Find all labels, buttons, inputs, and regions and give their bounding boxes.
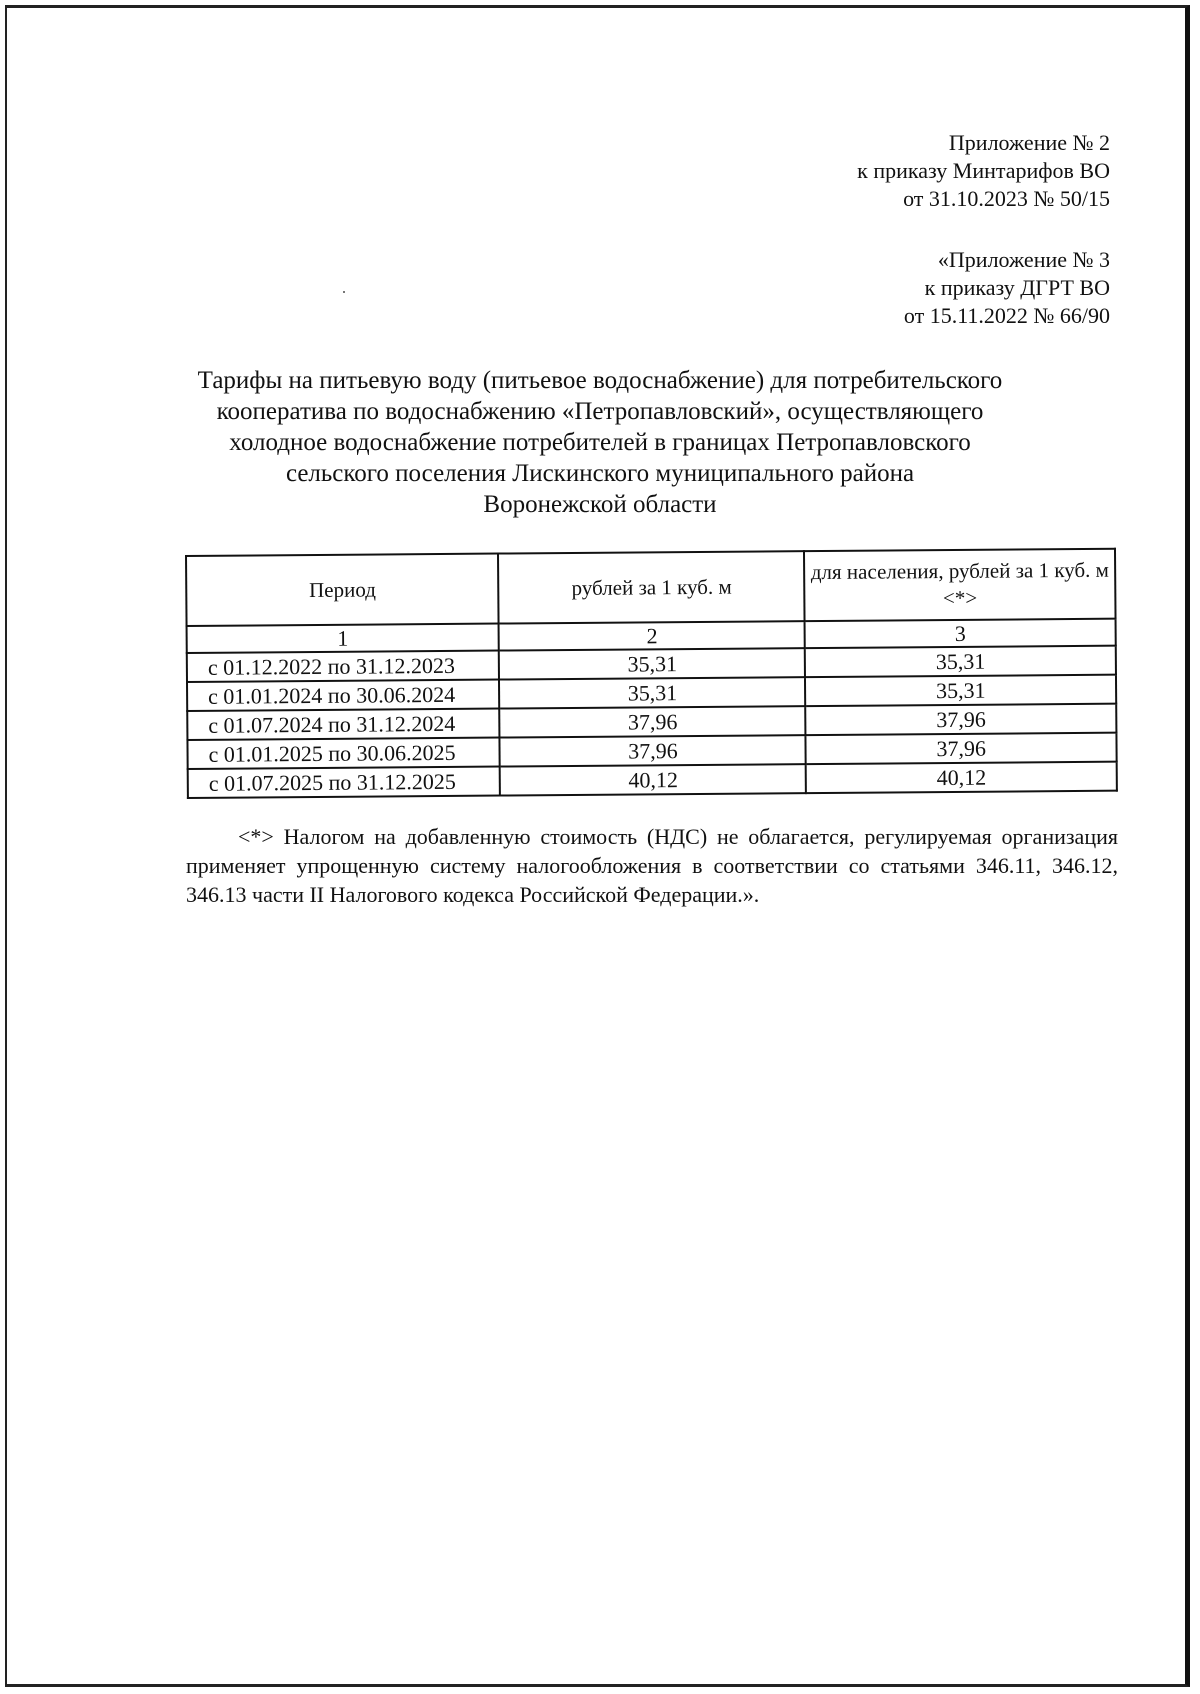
- title-line: сельского поселения Лискинского муниципального района: [285, 460, 915, 487]
- column-number: 1: [187, 624, 500, 653]
- previous-appendix-number: «Приложение № 3: [937, 247, 1110, 272]
- previous-appendix-date: от 15.11.2022 № 66/90: [903, 303, 1110, 328]
- title-line: Тарифы на питьевую воду (питьевое водоснабжение) для потребительского: [197, 367, 1003, 394]
- appendix-number: Приложение № 2: [948, 130, 1110, 155]
- column-number: 2: [499, 621, 805, 650]
- table-row: [188, 762, 1117, 798]
- period-cell: с 01.07.2024 по 31.12.2024: [187, 709, 500, 740]
- scan-speck: [343, 291, 345, 293]
- price-cell: 35,31: [499, 677, 805, 708]
- price-population-cell: 40,12: [806, 762, 1117, 793]
- period-cell: с 01.01.2025 по 30.06.2025: [187, 738, 500, 769]
- appendix-reference: [857, 129, 1110, 213]
- price-cell: 35,31: [499, 648, 805, 679]
- header-price-population: для населения, рублей за 1 куб. м <*>: [804, 549, 1115, 621]
- period-cell: с 01.12.2022 по 31.12.2023: [187, 651, 500, 682]
- previous-appendix-order: к приказу ДГРТ ВО: [924, 275, 1110, 300]
- title-line: Воронежской области: [483, 491, 717, 518]
- price-cell: 40,12: [500, 764, 806, 795]
- price-population-cell: 37,96: [806, 704, 1117, 735]
- price-population-cell: 37,96: [806, 733, 1117, 764]
- document-title: [150, 365, 1050, 520]
- previous-appendix-reference: [904, 246, 1110, 330]
- column-number: 3: [805, 619, 1116, 648]
- period-cell: с 01.07.2025 по 31.12.2025: [188, 767, 501, 798]
- header-price: рублей за 1 куб. м: [498, 551, 805, 623]
- tariff-table: [185, 548, 1118, 799]
- price-population-cell: 35,31: [805, 646, 1116, 677]
- price-population-cell: 35,31: [805, 675, 1116, 706]
- header-period: Период: [186, 554, 499, 626]
- title-line: кооператива по водоснабжению «Петропавловский», осуществляющего: [216, 398, 984, 425]
- price-cell: 37,96: [500, 735, 806, 766]
- footnote: [186, 822, 1118, 909]
- footnote-text: <*> Налогом на добавленную стоимость (НДС) не облагается, регулируемая организация применяет упрощенную систему налогообложения в соответствии со статьями 346.11, 346.12, 346.13 части II Налогового кодекса Российской Федерации.».: [186, 824, 1118, 907]
- period-cell: с 01.01.2024 по 30.06.2024: [187, 680, 500, 711]
- title-line: холодное водоснабжение потребителей в границах Петропавловского: [229, 429, 971, 456]
- table-header-row: [186, 549, 1116, 626]
- appendix-date: от 31.10.2023 № 50/15: [903, 186, 1110, 211]
- appendix-order: к приказу Минтарифов ВО: [857, 158, 1110, 183]
- price-cell: 37,96: [500, 706, 806, 737]
